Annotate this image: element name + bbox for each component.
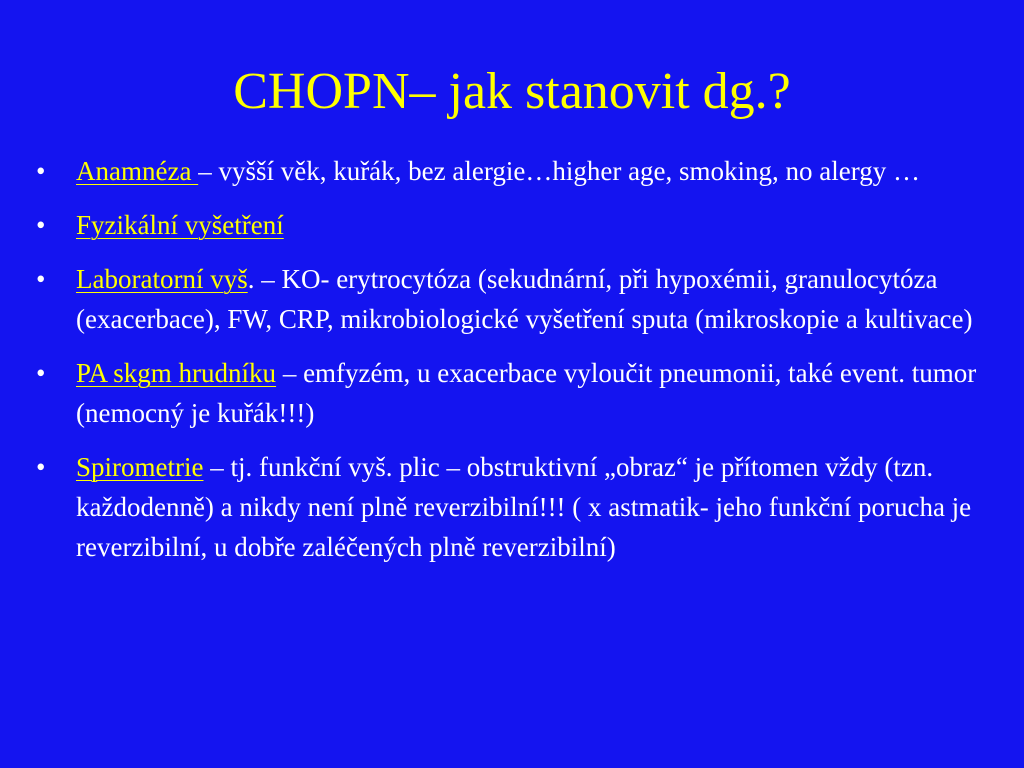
bullet-fyzikalni: [36, 205, 986, 245]
bullet-spirometrie: [36, 447, 986, 567]
bullet-text: . – KO- erytrocytóza (sekudnární, při hypoxémii, granulocytóza (exacerbace), FW, CRP, mikrobiologické vyšetření sputa (mikroskopie a kultivace): [76, 264, 973, 334]
link-spirometrie[interactable]: Spirometrie: [76, 452, 204, 482]
bullet-text: – emfyzém, u exacerbace vyloučit pneumonii, také event. tumor (nemocný je kuřák!!!): [76, 358, 977, 428]
bullet-text: – tj. funkční vyš. plic – obstruktivní „obraz“ je přítomen vždy (tzn. každodenně) a nikdy není plně reverzibilní!!! ( x astmatik- jeho funkční porucha je reverzibilní, u dobře zaléčených plně reverzibilní): [76, 452, 972, 562]
bullet-text: – vyšší věk, kuřák, bez alergie…higher age, smoking, no alergy …: [198, 156, 921, 186]
link-anamneza[interactable]: Anamnéza: [76, 156, 199, 186]
slide-title: CHOPN– jak stanovit dg.?: [233, 63, 791, 120]
bullet-laboratorni: [36, 259, 986, 339]
bullet-dot-icon: •: [36, 452, 46, 482]
link-fyzikalni-vysetreni[interactable]: Fyzikální vyšetření: [76, 210, 284, 240]
bullet-dot-icon: •: [36, 358, 46, 388]
bullet-anamneza: [36, 151, 986, 191]
link-laboratorni-vys[interactable]: Laboratorní vyš: [76, 264, 248, 294]
link-pa-skgm-hrudniku[interactable]: PA skgm hrudníku: [76, 358, 277, 388]
bullet-pa-skgm: [36, 353, 986, 433]
bullet-dot-icon: •: [36, 210, 46, 240]
bullet-list: [36, 151, 986, 581]
bullet-dot-icon: •: [36, 264, 46, 294]
bullet-dot-icon: •: [36, 156, 46, 186]
